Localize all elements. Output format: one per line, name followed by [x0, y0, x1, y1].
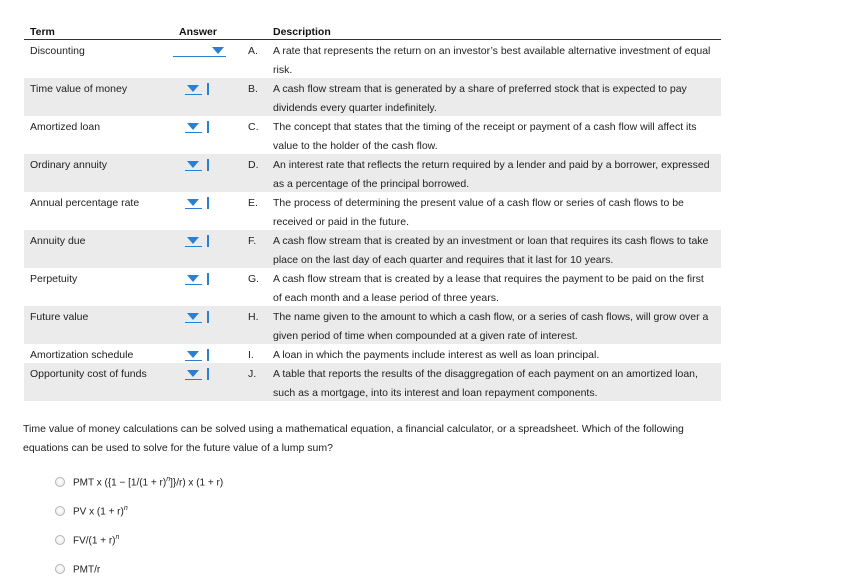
chevron-down-icon: [212, 47, 224, 54]
option-label: PMT/r: [73, 564, 101, 576]
radio-button[interactable]: [55, 477, 65, 487]
description-letter: H.: [248, 311, 259, 323]
description-text: A cash flow stream that is created by an investment or loan that requires its cash flows to take place on the last day of each quarter and requires that it last for 10 years.: [273, 235, 709, 266]
table-row: [24, 363, 721, 401]
term-label: Ordinary annuity: [30, 159, 108, 171]
option-label: $FV/(1 + r)^n$: [73, 534, 120, 547]
term-label: Discounting: [30, 45, 85, 57]
header-answer: Answer: [179, 26, 217, 38]
table-row: [24, 230, 721, 268]
term-label: Annuity due: [30, 235, 86, 247]
term-label: Amortization schedule: [30, 349, 134, 361]
table-header: [24, 22, 721, 40]
term-label: Amortized loan: [30, 121, 101, 133]
chevron-down-icon: [187, 351, 199, 358]
answer-dropdown-annual-percentage-rate[interactable]: [185, 196, 215, 209]
description-text: A loan in which the payments include interest as well as loan principal.: [273, 349, 600, 361]
table-row: [24, 78, 721, 116]
table-row: [24, 192, 721, 230]
radio-button[interactable]: [55, 564, 65, 574]
table-row: [24, 268, 721, 306]
answer-dropdown-amortization-schedule[interactable]: [185, 348, 215, 361]
description-text: A cash flow stream that is created by a lease that requires the payment to be paid on the first of each month and a lease period of three years.: [273, 273, 704, 304]
answer-dropdown-future-value[interactable]: [185, 310, 215, 323]
description-text: The concept that states that the timing of the receipt or payment of a cash flow will affect its value to the holder of the cash flow.: [273, 121, 697, 152]
answer-dropdown-annuity-due[interactable]: [185, 234, 215, 247]
term-label: Opportunity cost of funds: [30, 368, 147, 380]
description-letter: I.: [248, 349, 254, 361]
matching-table: [24, 22, 721, 401]
description-letter: B.: [248, 83, 258, 95]
question-text: Time value of money calculations can be solved using a mathematical equation, a financial calculator, or a spreadsheet. Which of the following equations can be used to solve for the future value of a lump sum?: [23, 423, 684, 454]
description-letter: E.: [248, 197, 258, 209]
term-label: Perpetuity: [30, 273, 78, 285]
chevron-down-icon: [187, 123, 199, 130]
table-row: [24, 306, 721, 344]
description-letter: D.: [248, 159, 259, 171]
term-label: Annual percentage rate: [30, 197, 140, 209]
description-text: The process of determining the present value of a cash flow or series of cash flows to be received or paid in the future.: [273, 197, 684, 228]
description-letter: C.: [248, 121, 259, 133]
description-letter: F.: [248, 235, 257, 247]
description-letter: J.: [248, 368, 257, 380]
term-label: Future value: [30, 311, 89, 323]
chevron-down-icon: [187, 161, 199, 168]
description-letter: G.: [248, 273, 260, 285]
chevron-down-icon: [187, 313, 199, 320]
answer-dropdown-perpetuity[interactable]: [185, 272, 215, 285]
header-description: Description: [273, 26, 331, 38]
answer-dropdown-ordinary-annuity[interactable]: [185, 158, 215, 171]
radio-button[interactable]: [55, 535, 65, 545]
option-label: PV x $(1 + r)^n$: [73, 505, 128, 518]
header-term: Term: [30, 26, 55, 38]
table-row: [24, 154, 721, 192]
chevron-down-icon: [187, 237, 199, 244]
description-text: A cash flow stream that is generated by a share of preferred stock that is expected to pay dividends every quarter indefinitely.: [273, 83, 687, 114]
chevron-down-icon: [187, 275, 199, 282]
chevron-down-icon: [187, 85, 199, 92]
answer-dropdown-opportunity-cost-of-funds[interactable]: [185, 367, 215, 380]
chevron-down-icon: [187, 370, 199, 377]
table-row: [24, 40, 721, 78]
table-row: [24, 116, 721, 154]
term-label: Time value of money: [30, 83, 128, 95]
description-text: A table that reports the results of the disaggregation of each payment on an amortized loan, such as a mortgage, into its interest and loan repayment components.: [273, 368, 698, 399]
description-letter: A.: [248, 45, 258, 57]
description-text: An interest rate that reflects the return required by a lender and paid by a borrower, expressed as a percentage of the principal borrowed.: [273, 159, 710, 190]
radio-button[interactable]: [55, 506, 65, 516]
table-row: [24, 344, 721, 363]
option-label: PMT x $(\{1 - [1/(1 + r)^n]\}/r)$ x (1 + r): [73, 476, 224, 489]
description-text: The name given to the amount to which a cash flow, or a series of cash flows, will grow over a given period of time when compounded at a given rate of interest.: [273, 311, 709, 342]
answer-dropdown-amortized-loan[interactable]: [185, 120, 215, 133]
answer-dropdown-discounting[interactable]: [173, 44, 226, 57]
description-text: A rate that represents the return on an investor’s best available alternative investment of equal risk.: [273, 45, 711, 76]
answer-dropdown-time-value-of-money[interactable]: [185, 82, 215, 95]
chevron-down-icon: [187, 199, 199, 206]
